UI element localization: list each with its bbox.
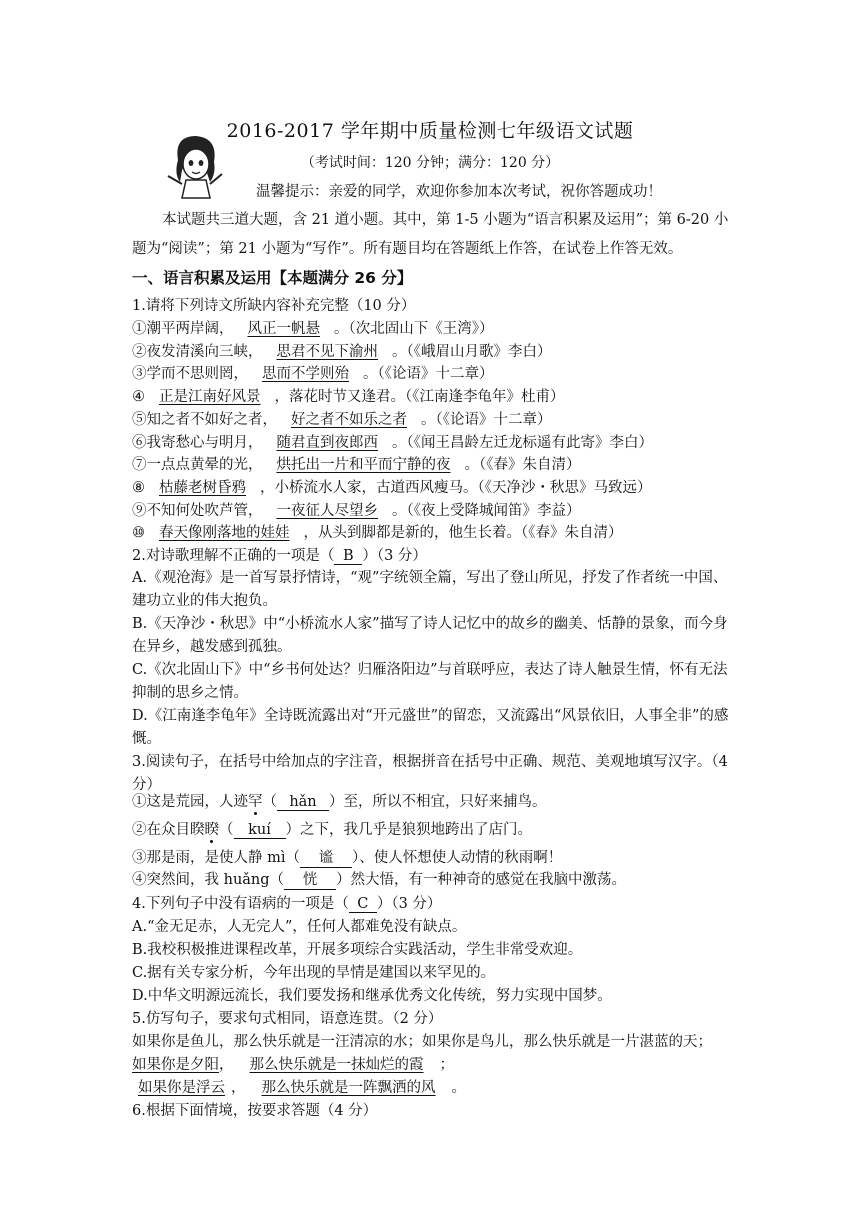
- fill-in-line: ⑤知之者不如好之者， 好之者不如乐之者 。（《论语》十二章）: [132, 411, 552, 428]
- fill-in-line: ④ 正是江南好风景 ，落花时节又逢君。（《江南逢李龟年》杜甫）: [132, 389, 565, 406]
- fill-in-line: ⑦一点点黄晕的光， 烘托出一片和平而宁静的夜 。（《春》朱自清）: [132, 457, 581, 474]
- intro-paragraph: 本试题共三道大题，含 21 道小题。其中，第 1-5 小题为“语言积累及运用”；第 6-20 小题为“阅读”；第 21 小题为“写作”。所有题目均在答题纸上作答，在试卷上作答无效。: [132, 212, 729, 257]
- question-6-stem: 6.根据下面情境，按要求答题（4 分）: [132, 1103, 378, 1119]
- section-heading: 一、语言积累及运用【本题满分 26 分】: [132, 269, 413, 287]
- filled-answer: 春天像刚落地的娃娃: [159, 525, 290, 542]
- answer-blank: C: [349, 896, 377, 913]
- filled-answer: 好之者不如乐之者: [291, 411, 407, 428]
- filled-answer: 思君不见下渝州: [276, 343, 378, 360]
- question-3-item-1: ①这是荒园，人迹罕（ hǎn ）至，所以不相宜，只好来捕鸟。: [132, 794, 547, 810]
- answer-blank: 恍: [284, 868, 336, 890]
- answer-blank: 谧: [300, 846, 352, 868]
- filled-answer: 烘托出一片和平而宁静的夜: [276, 457, 451, 474]
- question-3-item-3: ③那是雨，是使人静 mì（ 谧 ）、使人怀想使人动情的秋雨啊！: [132, 846, 562, 868]
- filled-answer: 风正一帆悬: [247, 321, 320, 337]
- exam-info: （考试时间：120 分钟；满分：120 分）: [300, 155, 560, 171]
- question-3-item-4: ④突然间，我 huǎng（ 恍 ）然大悟，有一种神奇的感觉在我脑中激荡。: [132, 868, 626, 890]
- question-5-answer-2: 如果你是浮云 ， 那么快乐就是一阵飘洒的风 。: [138, 1080, 466, 1096]
- question-5-stem: 5.仿写句子，要求句式相同，语意连贯。（2 分）: [132, 1011, 443, 1027]
- question-2-option-d: D.《江南逢李龟年》全诗既流露出对“开元盛世”的留恋，又流露出“风景依旧，人事全非”的感慨。: [132, 708, 729, 747]
- answer-blank: kuí: [234, 822, 286, 839]
- question-1-stem: 1.请将下列诗文所缺内容补充完整（10 分）: [132, 298, 416, 314]
- fill-in-line: ⑧ 枯藤老树昏鸦 ，小桥流水人家，古道西风瘦马。（《天净沙・秋思》马致远）: [132, 479, 652, 496]
- filled-answer: 正是江南好风景: [159, 389, 261, 406]
- question-4-stem: 4.下列句子中没有语病的一项是（ C ）（3 分）: [132, 896, 442, 912]
- fill-in-line: ⑩ 春天像刚落地的娃娃 ，从头到脚都是新的，他生长着。（《春》朱自清）: [132, 525, 623, 542]
- question-5-example: 如果你是鱼儿，那么快乐就是一汪清凉的水；如果你是鸟儿，那么快乐就是一片湛蓝的天；: [132, 1034, 712, 1050]
- question-2-option-c: C.《次北固山下》中“乡书何处达？归雁洛阳边”与首联呼应，表达了诗人触景生情，怀有无法抑制的思乡之情。: [132, 662, 728, 701]
- question-2-stem: 2.对诗歌理解不正确的一项是（ B ）（3 分）: [132, 548, 427, 564]
- question-4-option-a: A.“金无足赤，人无完人”，任何人都难免没有缺点。: [132, 919, 467, 935]
- question-5-answer-1: 如果你是夕阳， 那么快乐就是一抹灿烂的霞 ；: [132, 1057, 454, 1073]
- question-2-option-b: B.《天净沙・秋思》中“小桥流水人家”描写了诗人记忆中的故乡的幽美、恬静的景象，而今身在异乡，越发感到孤独。: [132, 616, 728, 655]
- question-4-option-d: D.中华文明源远流长，我们要发扬和继承优秀文化传统，努力实现中国梦。: [132, 988, 612, 1004]
- fill-in-line: ⑨不知何处吹芦管， 一夜征人尽望乡 。（《夜上受降城闻笛》李益）: [132, 502, 581, 519]
- fill-in-line: ⑥我寄愁心与明月， 随君直到夜郎西 。（《闻王昌龄左迁龙标遥有此寄》李白）: [132, 434, 653, 451]
- fill-in-line: ①潮平两岸阔， 风正一帆悬 。（次北固山下《王湾》）: [132, 321, 494, 337]
- question-3-stem: 3.阅读句子，在括号中给加点的字注音，根据拼音在括号中正确、规范、美观地填写汉字。（4 分）: [132, 754, 728, 793]
- fill-in-line: ③学而不思则罔， 思而不学则殆 。（《论语》十二章）: [132, 366, 494, 383]
- answer-blank: B: [334, 548, 362, 565]
- answer-blank: hǎn: [277, 794, 329, 811]
- fill-in-line: ②夜发清溪向三峡， 思君不见下渝州 。（《峨眉山月歌》李白）: [132, 343, 552, 360]
- filled-answer: 枯藤老树昏鸦: [159, 479, 246, 496]
- question-3-item-2: ②在众目睽睽（ kuí ）之下，我几乎是狼狈地跨出了店门。: [132, 822, 532, 838]
- question-2-option-a: A.《观沧海》是一首写景抒情诗，“观”字统领全篇，写出了登山所见，抒发了作者统一中国、建功立业的伟大抱负。: [132, 570, 728, 609]
- question-4-option-b: B.我校积极推进课程改革，开展多项综合实践活动，学生非常受欢迎。: [132, 942, 583, 958]
- filled-answer: 思而不学则殆: [262, 366, 349, 383]
- filled-answer: 一夜征人尽望乡: [276, 502, 378, 519]
- filled-answer: 随君直到夜郎西: [276, 434, 378, 451]
- page-title: 2016-2017 学年期中质量检测七年级语文试题: [226, 120, 634, 142]
- question-4-option-c: C.据有关专家分析，今年出现的旱情是建国以来罕见的。: [132, 965, 496, 981]
- friendly-tip: 温馨提示：亲爱的同学，欢迎你参加本次考试，祝你答题成功！: [256, 184, 662, 200]
